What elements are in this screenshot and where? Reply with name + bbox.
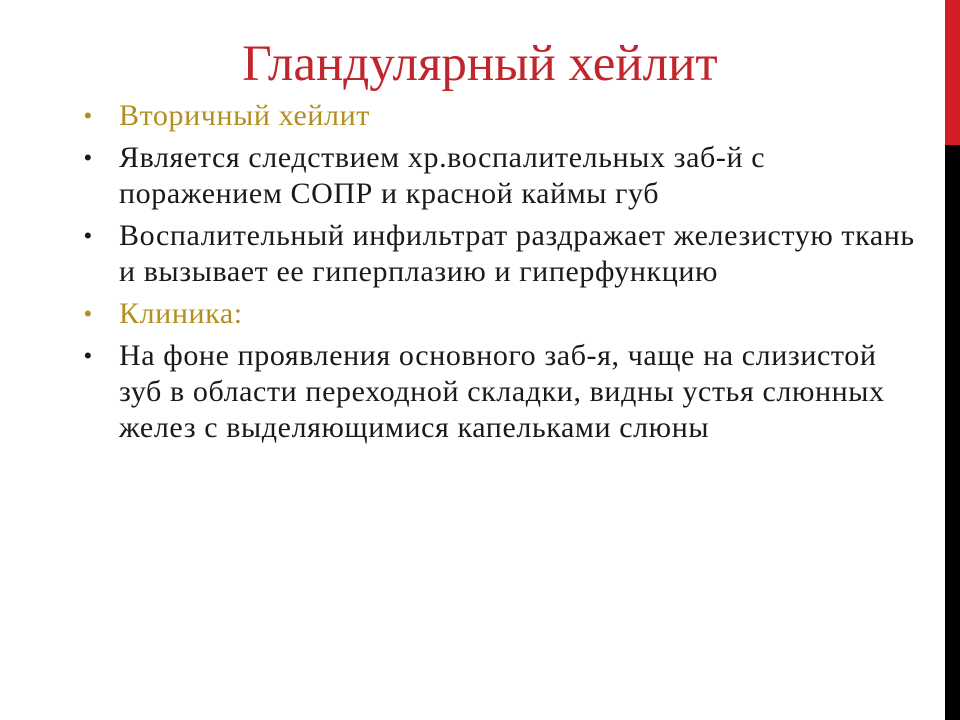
bullet-dot-icon: • (84, 103, 92, 128)
bullet-text: Вторичный хейлит (119, 99, 370, 132)
bullet-text: На фоне проявления основного заб-я, чаще на слизистой зуб в области переходной складки, видны устья слюнных желез с выделяющимися капельками слюны (119, 339, 885, 444)
bullet-dot-icon: • (84, 343, 92, 368)
bullet-item (84, 296, 924, 332)
bullet-text: Является следствием хр.воспалительных заб-й с поражением СОПР и красной каймы губ (119, 141, 766, 210)
bullet-dot-icon: • (84, 223, 92, 248)
bullet-item (84, 98, 924, 134)
bullet-text: Воспалительный инфильтрат раздражает железистую ткань и вызывает ее гиперплазию и гиперфункцию (119, 219, 915, 288)
bullet-item (84, 140, 924, 212)
bullet-item (84, 218, 924, 290)
accent-bar-black (945, 145, 960, 720)
bullet-item (84, 338, 924, 446)
bullet-text: Клиника: (119, 297, 243, 330)
bullet-dot-icon: • (84, 301, 92, 326)
bullet-list (84, 98, 924, 452)
accent-bar-red (945, 0, 960, 145)
bullet-dot-icon: • (84, 145, 92, 170)
slide-title: Гландулярный хейлит (242, 36, 718, 92)
